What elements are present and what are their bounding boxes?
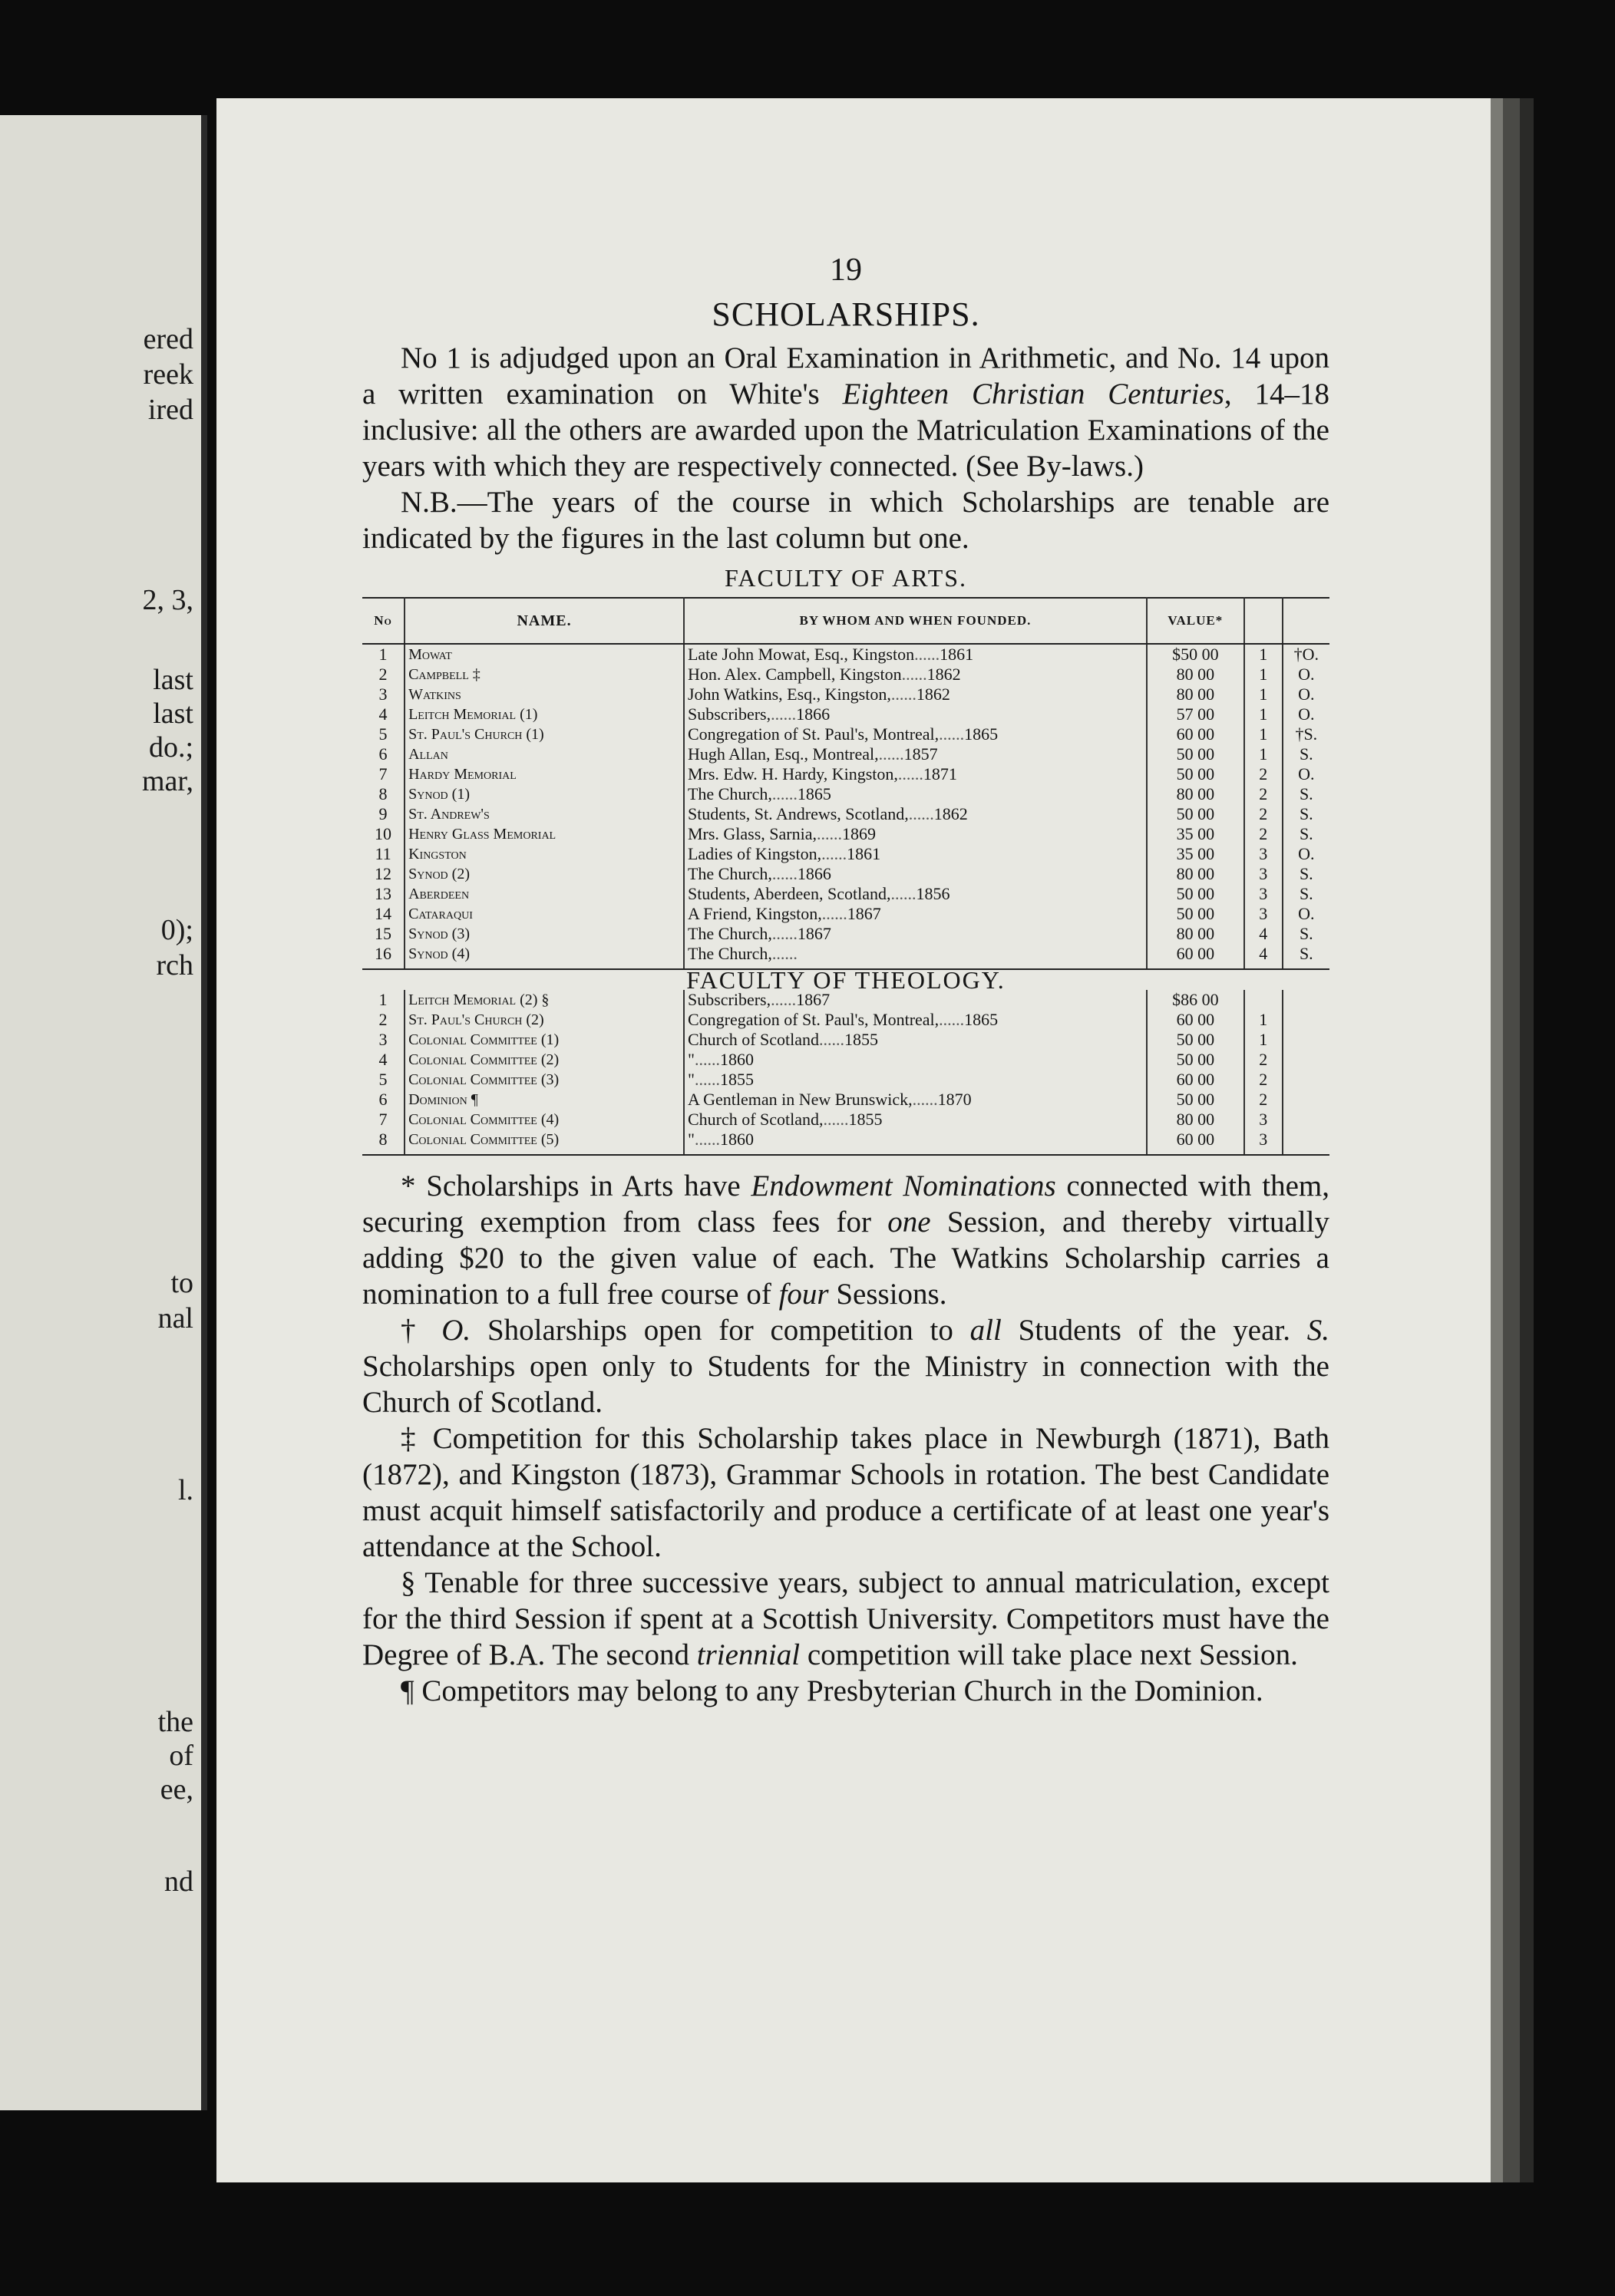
scholarship-name: Synod (3) bbox=[405, 924, 684, 944]
leader-dots: ...... bbox=[823, 1110, 849, 1129]
leader-dots: ...... bbox=[878, 744, 904, 764]
page-number: 19 bbox=[830, 252, 862, 288]
note-tenable bbox=[362, 1565, 1329, 1673]
theology-rows bbox=[362, 990, 1329, 1155]
open-type: O. bbox=[1298, 685, 1315, 704]
note-endowment bbox=[362, 1168, 1329, 1312]
footnotes bbox=[362, 1168, 1329, 1709]
row-number: 6 bbox=[362, 1090, 405, 1110]
previous-page-fragment: 0); bbox=[160, 914, 193, 946]
note-competition-rotation: ‡ Competition for this Scholarship takes place in Newburgh (1871), Bath (1872), and Kingston (1873), Grammar Schools in rotation. The best Candidate must acquit himself satisfactorily and produce a certificate of at least one year's attendance at the School. bbox=[362, 1422, 1329, 1563]
previous-page-fragment: ired bbox=[147, 394, 193, 426]
table-row bbox=[362, 844, 1329, 864]
note-dagger-italic-3: S. bbox=[1306, 1314, 1330, 1347]
founder-cell bbox=[684, 884, 1147, 904]
table-row bbox=[362, 1090, 1329, 1110]
founder-cell bbox=[684, 1050, 1147, 1070]
value: 60 00 bbox=[1147, 1070, 1244, 1090]
previous-page-fragment: do.; bbox=[148, 731, 193, 764]
scholarship-name: Kingston bbox=[405, 844, 684, 864]
value: 80 00 bbox=[1147, 924, 1244, 944]
founder: Congregation of St. Paul's, Montreal, bbox=[687, 724, 940, 744]
table-row bbox=[362, 764, 1329, 784]
founder: Students, St. Andrews, Scotland, bbox=[687, 804, 909, 823]
leader-dots: ...... bbox=[771, 864, 798, 883]
scholarship-name: Aberdeen bbox=[405, 884, 684, 904]
previous-page-fragment: of bbox=[169, 1740, 193, 1772]
scholarship-name: Henry Glass Memorial bbox=[405, 824, 684, 844]
previous-page-fragment: the bbox=[157, 1706, 193, 1738]
founder: Church of Scotland, bbox=[687, 1110, 824, 1129]
note-star-italic-3: four bbox=[778, 1278, 829, 1311]
open-type bbox=[1283, 1030, 1329, 1050]
course-year: 1 bbox=[1244, 704, 1283, 724]
row-number: 7 bbox=[362, 1110, 405, 1130]
value: 50 00 bbox=[1147, 804, 1244, 824]
founder-cell bbox=[684, 1070, 1147, 1090]
open-type: S. bbox=[1299, 744, 1313, 764]
value: 50 00 bbox=[1147, 1050, 1244, 1070]
course-year: 1 bbox=[1244, 1030, 1283, 1050]
founded-year: 1861 bbox=[847, 844, 881, 863]
founded-year: 1866 bbox=[796, 704, 831, 724]
open-type bbox=[1283, 1110, 1329, 1130]
founded-year: 1871 bbox=[923, 764, 957, 783]
table-row bbox=[362, 665, 1329, 685]
founder-cell bbox=[684, 1030, 1147, 1050]
value: 35 00 bbox=[1147, 824, 1244, 844]
note-dagger-text-c: Students of the year. bbox=[1001, 1314, 1307, 1347]
table-header-row bbox=[362, 598, 1329, 644]
note-dagger-italic-2: all bbox=[969, 1314, 1002, 1347]
founded-year: 1865 bbox=[797, 784, 831, 803]
note-star-text-d: Sessions. bbox=[828, 1278, 947, 1311]
row-number: 13 bbox=[362, 884, 405, 904]
open-type: O. bbox=[1298, 844, 1315, 863]
row-number: 10 bbox=[362, 824, 405, 844]
scholarship-name: Synod (4) bbox=[405, 944, 684, 969]
page-content bbox=[362, 252, 1329, 1709]
table-row bbox=[362, 1050, 1329, 1070]
founder-cell bbox=[684, 924, 1147, 944]
scholarship-name: Cataraqui bbox=[405, 904, 684, 924]
scholarship-table bbox=[362, 597, 1329, 1156]
scholarship-name: Colonial Committee (1) bbox=[405, 1030, 684, 1050]
open-type bbox=[1283, 1010, 1329, 1030]
founder-cell bbox=[684, 665, 1147, 685]
course-year: 1 bbox=[1244, 665, 1283, 685]
previous-page-fragment: ee, bbox=[160, 1773, 193, 1806]
open-type: †S. bbox=[1295, 724, 1318, 744]
intro-paragraph bbox=[362, 340, 1329, 484]
scholarship-name: St. Andrew's bbox=[405, 804, 684, 824]
previous-page-fragment: 2, 3, bbox=[142, 584, 193, 616]
note-star-italic-2: one bbox=[887, 1206, 931, 1239]
leader-dots: ...... bbox=[694, 1050, 720, 1069]
value: 50 00 bbox=[1147, 1030, 1244, 1050]
founder: " bbox=[687, 1130, 695, 1149]
founded-year: 1862 bbox=[933, 804, 968, 823]
founded-year: 1860 bbox=[719, 1130, 754, 1149]
open-type: S. bbox=[1299, 924, 1313, 943]
row-number: 12 bbox=[362, 864, 405, 884]
open-type: O. bbox=[1298, 704, 1315, 724]
leader-dots: ...... bbox=[908, 804, 934, 823]
leader-dots: ...... bbox=[890, 685, 916, 704]
leader-dots: ...... bbox=[901, 665, 927, 684]
row-number: 3 bbox=[362, 1030, 405, 1050]
founder-cell bbox=[684, 644, 1147, 665]
course-year: 2 bbox=[1244, 1090, 1283, 1110]
course-year: 2 bbox=[1244, 824, 1283, 844]
leader-dots: ...... bbox=[817, 824, 842, 843]
note-open-types bbox=[362, 1312, 1329, 1420]
founder: Mrs. Glass, Sarnia, bbox=[687, 824, 817, 843]
scholarship-name: Synod (2) bbox=[405, 864, 684, 884]
col-type-header bbox=[1283, 598, 1329, 644]
col-founded-header: BY WHOM AND WHEN FOUNDED. bbox=[684, 598, 1147, 644]
scholarship-name: St. Paul's Church (1) bbox=[405, 724, 684, 744]
row-number: 9 bbox=[362, 804, 405, 824]
founded-year: 1866 bbox=[797, 864, 831, 883]
founder: Subscribers, bbox=[687, 990, 771, 1009]
scholarship-name: Leitch Memorial (1) bbox=[405, 704, 684, 724]
course-year: 2 bbox=[1244, 764, 1283, 784]
row-number: 14 bbox=[362, 904, 405, 924]
col-name-header: NAME. bbox=[405, 598, 684, 644]
theology-heading: FACULTY OF THEOLOGY. bbox=[686, 966, 1006, 994]
value: 80 00 bbox=[1147, 1110, 1244, 1130]
open-type: S. bbox=[1283, 944, 1329, 969]
scholarship-name: Watkins bbox=[405, 685, 684, 704]
col-year-header bbox=[1244, 598, 1283, 644]
open-type: S. bbox=[1299, 784, 1313, 803]
founder: Late John Mowat, Esq., Kingston bbox=[687, 645, 915, 664]
note-section-italic: triennial bbox=[696, 1638, 801, 1671]
founded-year: 1867 bbox=[797, 924, 831, 943]
row-number: 7 bbox=[362, 764, 405, 784]
value: 57 00 bbox=[1147, 704, 1244, 724]
founder: Church of Scotland bbox=[687, 1030, 820, 1049]
open-type bbox=[1283, 1070, 1329, 1090]
row-number: 4 bbox=[362, 1050, 405, 1070]
row-number: 6 bbox=[362, 744, 405, 764]
previous-page-fragment: nal bbox=[157, 1302, 193, 1334]
row-number: 16 bbox=[362, 944, 405, 969]
founded-year: 1867 bbox=[847, 904, 881, 923]
previous-page-fragment: nd bbox=[164, 1866, 193, 1898]
founded-year: 1855 bbox=[844, 1030, 879, 1049]
table-row bbox=[362, 904, 1329, 924]
leader-dots: ...... bbox=[939, 724, 965, 744]
value: 60 00 bbox=[1147, 724, 1244, 744]
page-title: SCHOLARSHIPS. bbox=[712, 295, 980, 333]
previous-page-fragment: reek bbox=[143, 358, 193, 391]
open-type: S. bbox=[1299, 824, 1313, 843]
table-row bbox=[362, 685, 1329, 704]
founder: Mrs. Edw. H. Hardy, Kingston, bbox=[687, 764, 898, 783]
note-section-text-b: competition will take place next Session. bbox=[800, 1638, 1298, 1671]
course-year: 2 bbox=[1244, 1070, 1283, 1090]
leader-dots: ...... bbox=[897, 764, 923, 783]
arts-heading: FACULTY OF ARTS. bbox=[724, 564, 968, 592]
table-row bbox=[362, 864, 1329, 884]
leader-dots: ...... bbox=[771, 784, 798, 803]
scholarship-name: Hardy Memorial bbox=[405, 764, 684, 784]
founder-cell bbox=[684, 764, 1147, 784]
founder: A Gentleman in New Brunswick, bbox=[687, 1090, 913, 1109]
founder: Students, Aberdeen, Scotland, bbox=[687, 884, 891, 903]
intro-book-title: Eighteen Christian Centuries bbox=[842, 378, 1224, 411]
course-year: 4 bbox=[1244, 944, 1283, 969]
open-type bbox=[1283, 1130, 1329, 1155]
founded-year: 1870 bbox=[937, 1090, 972, 1109]
founder: Congregation of St. Paul's, Montreal, bbox=[687, 1010, 940, 1029]
note-dagger-text-b: Sholarships open for competition to bbox=[471, 1314, 970, 1347]
previous-page-fragment: rch bbox=[156, 949, 193, 981]
course-year: 3 bbox=[1244, 1110, 1283, 1130]
note-dagger-text-d: Scholarships open only to Students for the Ministry in connection with the Church of Scotland. bbox=[362, 1350, 1329, 1419]
leader-dots: ...... bbox=[819, 1030, 845, 1049]
note-star-text-a: * Scholarships in Arts have bbox=[401, 1169, 751, 1202]
note-dagger-mark: † bbox=[401, 1314, 442, 1347]
row-number: 2 bbox=[362, 665, 405, 685]
open-type: †O. bbox=[1293, 645, 1319, 664]
row-number: 11 bbox=[362, 844, 405, 864]
value: 60 00 bbox=[1147, 1130, 1244, 1155]
book-page bbox=[216, 98, 1503, 2182]
course-year: 2 bbox=[1244, 784, 1283, 804]
founder: A Friend, Kingston, bbox=[687, 904, 822, 923]
course-year: 1 bbox=[1244, 644, 1283, 665]
row-number: 2 bbox=[362, 1010, 405, 1030]
col-value-header: VALUE* bbox=[1147, 598, 1244, 644]
previous-page-fragment: to bbox=[170, 1267, 193, 1299]
table-row bbox=[362, 724, 1329, 744]
table-row bbox=[362, 704, 1329, 724]
row-number: 5 bbox=[362, 724, 405, 744]
founder: The Church, bbox=[687, 864, 772, 883]
row-number: 1 bbox=[362, 990, 405, 1010]
table-row bbox=[362, 1110, 1329, 1130]
scholarship-name: Colonial Committee (2) bbox=[405, 1050, 684, 1070]
founder-cell bbox=[684, 1090, 1147, 1110]
founder-cell bbox=[684, 804, 1147, 824]
note-star-text-c: Session, and thereby virtually adding $20 to the given value of each. The Watkins Scholarship carries a nomination to a full free course of bbox=[362, 1206, 1329, 1311]
open-type: S. bbox=[1299, 864, 1313, 883]
value: $86 00 bbox=[1147, 990, 1244, 1010]
value: 35 00 bbox=[1147, 844, 1244, 864]
value: 50 00 bbox=[1147, 1090, 1244, 1110]
founder: Hon. Alex. Campbell, Kingston bbox=[687, 665, 902, 684]
founder-cell bbox=[684, 864, 1147, 884]
open-type bbox=[1283, 1090, 1329, 1110]
value: 80 00 bbox=[1147, 864, 1244, 884]
table-row bbox=[362, 784, 1329, 804]
leader-dots: ...... bbox=[939, 1010, 965, 1029]
table-row bbox=[362, 744, 1329, 764]
open-type: O. bbox=[1298, 764, 1315, 783]
founder-cell bbox=[684, 824, 1147, 844]
value: 60 00 bbox=[1147, 1010, 1244, 1030]
course-year: 3 bbox=[1244, 844, 1283, 864]
course-year: 2 bbox=[1244, 804, 1283, 824]
founder: The Church, bbox=[687, 924, 772, 943]
founded-year: 1857 bbox=[903, 744, 938, 764]
founded-year: 1855 bbox=[719, 1070, 754, 1089]
open-type: S. bbox=[1299, 884, 1313, 903]
course-year: 3 bbox=[1244, 904, 1283, 924]
open-type: O. bbox=[1298, 665, 1315, 684]
leader-dots: ...... bbox=[821, 904, 847, 923]
row-number: 8 bbox=[362, 1130, 405, 1155]
founder: " bbox=[687, 1070, 695, 1089]
founder: Subscribers, bbox=[687, 704, 771, 724]
leader-dots: ...... bbox=[771, 704, 797, 724]
founded-year: 1861 bbox=[940, 645, 974, 664]
founder: " bbox=[687, 1050, 695, 1069]
scholarship-name: Campbell ‡ bbox=[405, 665, 684, 685]
course-year: 3 bbox=[1244, 884, 1283, 904]
founder: Ladies of Kingston, bbox=[687, 844, 822, 863]
founder-cell bbox=[684, 1010, 1147, 1030]
course-year: 4 bbox=[1244, 924, 1283, 944]
value: 80 00 bbox=[1147, 665, 1244, 685]
table-row bbox=[362, 804, 1329, 824]
scholarship-name: Mowat bbox=[405, 644, 684, 665]
table-row bbox=[362, 1070, 1329, 1090]
leader-dots: ...... bbox=[771, 944, 798, 963]
leader-dots: ...... bbox=[694, 1070, 720, 1089]
value: 50 00 bbox=[1147, 884, 1244, 904]
founder-cell bbox=[684, 724, 1147, 744]
leader-dots: ...... bbox=[821, 844, 847, 863]
arts-rows bbox=[362, 644, 1329, 969]
note-star-text-b: connected with them, securing exemption from class fees for bbox=[362, 1169, 1329, 1239]
scholarship-name: Allan bbox=[405, 744, 684, 764]
table-row bbox=[362, 924, 1329, 944]
note-dagger-italic-1: O. bbox=[441, 1314, 471, 1347]
col-no-header: No bbox=[362, 598, 405, 644]
scholarship-name: St. Paul's Church (2) bbox=[405, 1010, 684, 1030]
previous-page-fragment: l. bbox=[177, 1474, 193, 1506]
table-row bbox=[362, 1130, 1329, 1155]
previous-page-fragment: last bbox=[153, 698, 193, 730]
founder-cell bbox=[684, 784, 1147, 804]
table-row bbox=[362, 824, 1329, 844]
value: 60 00 bbox=[1147, 944, 1244, 969]
note-section-text-a: § Tenable for three successive years, subject to annual matriculation, except for the third Session if spent at a Scottish University. Competitors must have the Degree of B.A. The second bbox=[362, 1566, 1329, 1671]
open-type: S. bbox=[1299, 804, 1313, 823]
founder: Hugh Allan, Esq., Montreal, bbox=[687, 744, 879, 764]
open-type bbox=[1283, 990, 1329, 1010]
table-row bbox=[362, 884, 1329, 904]
theology-heading-row bbox=[362, 969, 1329, 990]
course-year bbox=[1244, 990, 1283, 1010]
founded-year: 1869 bbox=[842, 824, 876, 843]
founder: John Watkins, Esq., Kingston, bbox=[687, 685, 891, 704]
table-row bbox=[362, 1010, 1329, 1030]
previous-page-fragment: mar, bbox=[141, 765, 193, 797]
founded-year: 1862 bbox=[916, 685, 950, 704]
row-number: 8 bbox=[362, 784, 405, 804]
table-row bbox=[362, 644, 1329, 665]
open-type: O. bbox=[1298, 904, 1315, 923]
leader-dots: ...... bbox=[694, 1130, 720, 1149]
table-row bbox=[362, 1030, 1329, 1050]
founder: The Church, bbox=[687, 784, 772, 803]
scholarship-name: Colonial Committee (4) bbox=[405, 1110, 684, 1130]
founder-cell bbox=[684, 1130, 1147, 1155]
founded-year: 1865 bbox=[964, 724, 999, 744]
value: 80 00 bbox=[1147, 784, 1244, 804]
note-star-italic-1: Endowment Nominations bbox=[751, 1169, 1056, 1202]
founder-cell bbox=[684, 1110, 1147, 1130]
intro-text-b: , 14–18 inclusive: all the others are awarded upon the Matriculation Examinations of the years with which they are respectively connected. (See By-laws.) bbox=[362, 378, 1329, 483]
course-year: 1 bbox=[1244, 724, 1283, 744]
scholarship-name: Leitch Memorial (2) § bbox=[405, 990, 684, 1010]
scholarship-name: Dominion ¶ bbox=[405, 1090, 684, 1110]
row-number: 3 bbox=[362, 685, 405, 704]
value: 50 00 bbox=[1147, 904, 1244, 924]
value: 50 00 bbox=[1147, 744, 1244, 764]
row-number: 1 bbox=[362, 644, 405, 665]
leader-dots: ...... bbox=[912, 1090, 938, 1109]
nb-paragraph: N.B.—The years of the course in which Scholarships are tenable are indicated by the figures in the last column but one. bbox=[362, 486, 1329, 555]
founded-year: 1856 bbox=[916, 884, 950, 903]
previous-page-fragment: last bbox=[153, 664, 193, 696]
note-presbyterian: ¶ Competitors may belong to any Presbyterian Church in the Dominion. bbox=[401, 1674, 1263, 1707]
course-year: 3 bbox=[1244, 1130, 1283, 1155]
intro-text-a: No 1 is adjudged upon an Oral Examination in Arithmetic, and No. 14 upon a written examination on White's bbox=[362, 341, 1329, 411]
course-year: 1 bbox=[1244, 685, 1283, 704]
founded-year: 1867 bbox=[796, 990, 831, 1009]
course-year: 2 bbox=[1244, 1050, 1283, 1070]
course-year: 3 bbox=[1244, 864, 1283, 884]
scholarship-name: Colonial Committee (5) bbox=[405, 1130, 684, 1155]
course-year: 1 bbox=[1244, 744, 1283, 764]
founded-year: 1865 bbox=[964, 1010, 999, 1029]
leader-dots: ...... bbox=[771, 924, 798, 943]
founder-cell bbox=[684, 844, 1147, 864]
row-number: 4 bbox=[362, 704, 405, 724]
value: 80 00 bbox=[1147, 685, 1244, 704]
scholarship-name: Colonial Committee (3) bbox=[405, 1070, 684, 1090]
founder-cell bbox=[684, 685, 1147, 704]
scholarship-name: Synod (1) bbox=[405, 784, 684, 804]
founder-cell bbox=[684, 704, 1147, 724]
value: $50 00 bbox=[1147, 644, 1244, 665]
founded-year: 1855 bbox=[848, 1110, 883, 1129]
theology-heading-row-group bbox=[362, 966, 1329, 994]
row-number: 5 bbox=[362, 1070, 405, 1090]
founded-year: 1862 bbox=[926, 665, 961, 684]
leader-dots: ...... bbox=[890, 884, 916, 903]
course-year: 1 bbox=[1244, 1010, 1283, 1030]
open-type bbox=[1283, 1050, 1329, 1070]
previous-page-edge bbox=[0, 115, 207, 2110]
row-number: 15 bbox=[362, 924, 405, 944]
leader-dots: ...... bbox=[914, 645, 940, 664]
founder-cell bbox=[684, 904, 1147, 924]
founded-year: 1860 bbox=[719, 1050, 754, 1069]
founder: The Church, bbox=[687, 944, 772, 963]
founder-cell bbox=[684, 744, 1147, 764]
leader-dots: ...... bbox=[771, 990, 797, 1009]
value: 50 00 bbox=[1147, 764, 1244, 784]
previous-page-fragment: ered bbox=[143, 323, 193, 355]
